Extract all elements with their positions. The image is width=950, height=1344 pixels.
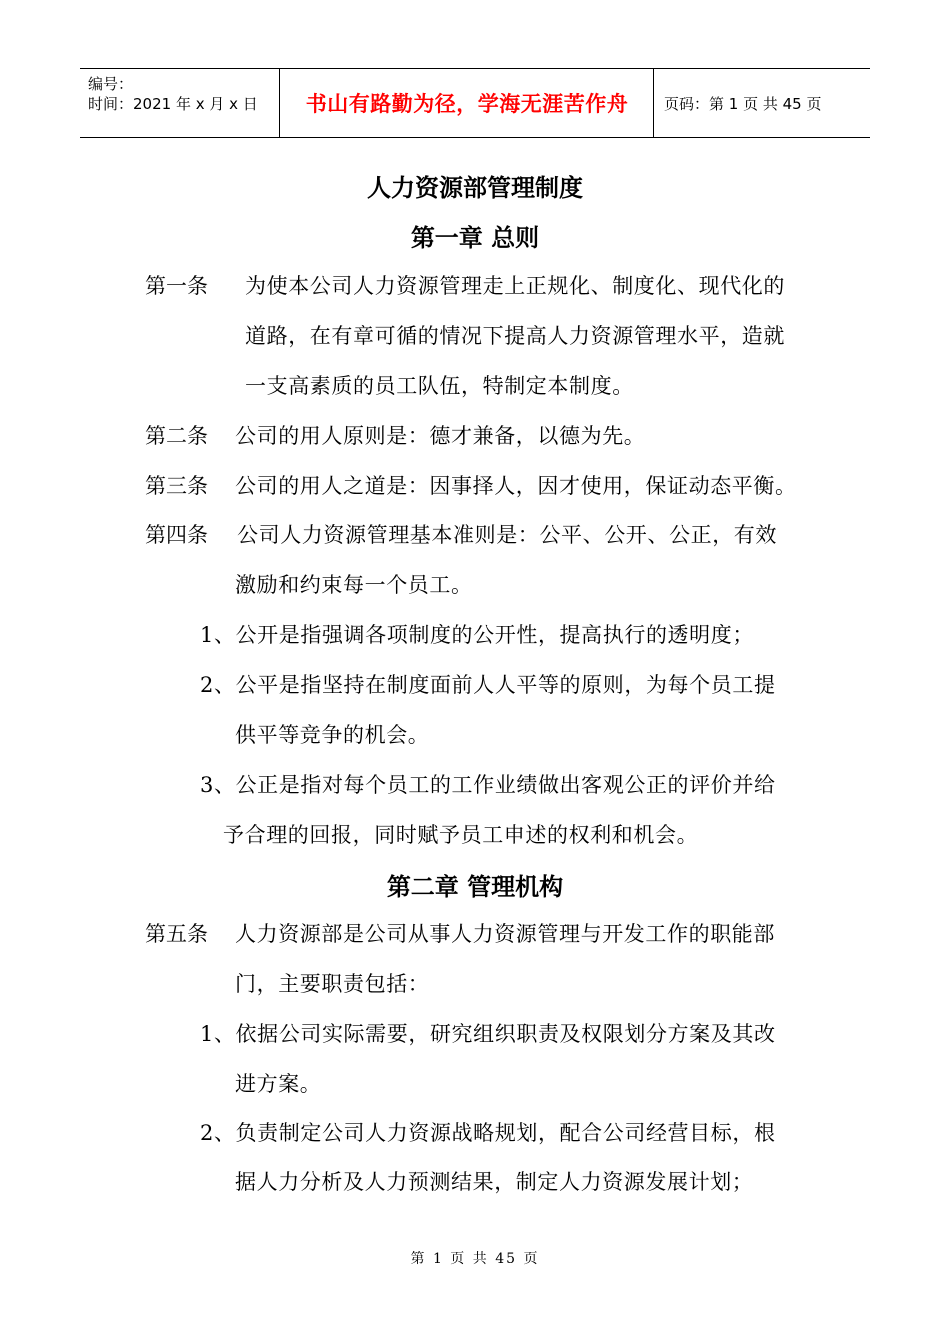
header-motto: 书山有路勤为径，学海无涯苦作舟 (281, 69, 654, 137)
article-3-label: 第三条 (145, 474, 208, 498)
article-4-item-1: 1、公开是指强调各项制度的公开性，提高执行的透明度； (200, 623, 754, 647)
article-5-line-2: 门，主要职责包括： (235, 972, 430, 996)
chapter-1-title: 第一章 总则 (410, 223, 540, 252)
header-meta (80, 69, 280, 137)
document-title: 人力资源部管理制度 (367, 173, 583, 202)
article-4-line-2: 激励和约束每一个员工。 (235, 573, 473, 597)
article-5-item-1-line-1: 1、依据公司实际需要，研究组织职责及权限划分方案及其改 (200, 1022, 776, 1046)
article-4-item-3-line-2: 予合理的回报，同时赋予员工申述的权利和机会。 (223, 823, 699, 847)
article-1-line-3: 一支高素质的员工队伍，特制定本制度。 (245, 374, 634, 398)
number-label: 编号： (88, 75, 134, 93)
document-header (80, 68, 870, 138)
article-4-item-2-line-1: 2、公平是指坚持在制度面前人人平等的原则，为每个员工提 (200, 673, 776, 697)
article-5-item-2-line-1: 2、负责制定公司人力资源战略规划，配合公司经营目标，根 (200, 1121, 776, 1145)
page-footer: 第 1 页 共 45 页 (410, 1251, 540, 1267)
article-2-label: 第二条 (145, 424, 208, 448)
chapter-2-title: 第二章 管理机构 (386, 872, 564, 901)
article-4-label: 第四条 (145, 523, 208, 547)
article-2-line-1: 公司的用人原则是：德才兼备，以德为先。 (235, 424, 646, 448)
article-1-line-1: 为使本公司人力资源管理走上正规化、制度化、现代化的 (245, 274, 785, 298)
article-5-label: 第五条 (145, 922, 208, 946)
article-4-line-1: 公司人力资源管理基本准则是：公平、公开、公正，有效 (237, 523, 777, 547)
article-4-item-2-line-2: 供平等竞争的机会。 (235, 723, 430, 747)
article-3-line-1: 公司的用人之道是：因事择人，因才使用，保证动态平衡。 (235, 474, 797, 498)
time-label: 时间：2021 年 x 月 x 日 (88, 95, 258, 113)
page-info-text: 页码：第 1 页 共 45 页 (664, 94, 822, 113)
article-5-line-1: 人力资源部是公司从事人力资源管理与开发工作的职能部 (235, 922, 775, 946)
article-1-label: 第一条 (145, 274, 208, 298)
article-1-line-2: 道路，在有章可循的情况下提高人力资源管理水平，造就 (245, 324, 785, 348)
article-5-item-2-line-2: 据人力分析及人力预测结果，制定人力资源发展计划； (235, 1170, 754, 1194)
header-page-info (654, 69, 870, 137)
article-5-item-1-line-2: 进方案。 (235, 1072, 322, 1096)
article-4-item-3-line-1: 3、公正是指对每个员工的工作业绩做出客观公正的评价并给 (200, 773, 776, 797)
